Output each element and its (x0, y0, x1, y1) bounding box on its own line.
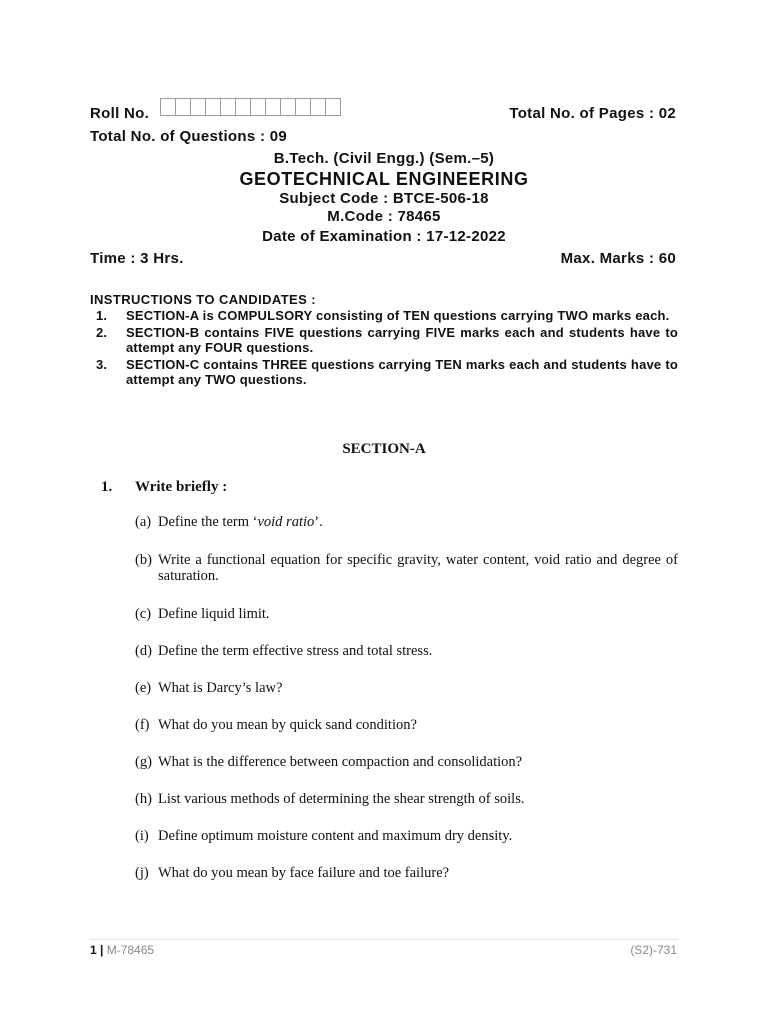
part-text-main: Define the term (158, 514, 253, 530)
part-letter: (d) (135, 643, 152, 659)
section-a-heading: SECTION-A (342, 441, 426, 457)
instruction-number: 3. (96, 356, 108, 372)
part-letter: (e) (135, 680, 152, 696)
part-text-italic: void ratio (257, 514, 315, 530)
question-part (135, 552, 678, 584)
part-text (158, 514, 678, 530)
question-number: 1. (101, 479, 113, 495)
roll-no-digit-box[interactable] (160, 98, 176, 116)
part-text: List various methods of determining the shear strength of soils. (158, 791, 525, 807)
roll-no-digit-box[interactable] (220, 98, 236, 116)
exam-time: Time : 3 Hrs. (90, 250, 184, 267)
question-part (135, 606, 678, 622)
part-text: What do you mean by quick sand condition? (158, 717, 417, 733)
footer-divider (90, 939, 678, 940)
quote-close: ’. (314, 514, 323, 530)
instruction-text: SECTION-B contains FIVE questions carrying FIVE marks each and students have to attempt any FOUR questions. (126, 324, 678, 355)
instruction-number: 1. (96, 308, 108, 323)
question-part (135, 680, 678, 696)
roll-no-digit-box[interactable] (175, 98, 191, 116)
instruction-text: SECTION-C contains THREE questions carrying TEN marks each and students have to attempt any TWO questions. (126, 356, 678, 387)
course-title: B.Tech. (Civil Engg.) (Sem.–5) (273, 150, 495, 167)
exam-date: Date of Examination : 17-12-2022 (262, 228, 506, 245)
part-letter: (f) (135, 717, 150, 733)
footer-ref: (S2)-731 (630, 943, 677, 957)
part-letter: (g) (135, 754, 152, 770)
question-part (135, 865, 678, 881)
part-text: Write a functional equation for specific gravity, water content, void ratio and degree of saturation. (158, 552, 678, 584)
roll-no-digit-box[interactable] (295, 98, 311, 116)
roll-no-digit-box[interactable] (325, 98, 341, 116)
instruction-text: SECTION-A is COMPULSORY consisting of TEN questions carrying TWO marks each. (126, 308, 670, 323)
footer-mcode: M-78465 (106, 943, 155, 957)
roll-no-digit-box[interactable] (250, 98, 266, 116)
question-part (135, 514, 678, 530)
part-letter: (c) (135, 606, 152, 622)
roll-no-digit-box[interactable] (190, 98, 206, 116)
question-title: Write briefly : (135, 479, 228, 495)
roll-no-label: Roll No. (90, 105, 150, 122)
roll-no-boxes[interactable] (160, 98, 340, 116)
m-code: M.Code : 78465 (327, 208, 441, 225)
part-text: Define liquid limit. (158, 606, 270, 622)
footer-separator: | (96, 943, 107, 957)
question-part (135, 754, 678, 770)
part-text: Define optimum moisture content and maximum dry density. (158, 828, 513, 844)
instruction-number: 2. (96, 324, 108, 340)
instructions-list (90, 308, 678, 389)
page-number: 1 (90, 943, 97, 957)
instruction-item (90, 357, 678, 388)
instruction-item (90, 308, 678, 324)
part-text: What is the difference between compaction and consolidation? (158, 754, 523, 770)
part-letter: (j) (135, 865, 149, 881)
question-part (135, 791, 678, 807)
instruction-item (90, 325, 678, 356)
instructions-title: INSTRUCTIONS TO CANDIDATES : (90, 292, 316, 307)
part-letter: (i) (135, 828, 149, 844)
max-marks: Max. Marks : 60 (560, 250, 676, 267)
question-part (135, 717, 678, 733)
part-text: Define the term effective stress and total stress. (158, 643, 433, 659)
part-letter: (b) (135, 552, 152, 568)
part-letter: (a) (135, 514, 152, 530)
part-letter: (h) (135, 791, 152, 807)
roll-no-digit-box[interactable] (280, 98, 296, 116)
quote-open: ‘ (252, 514, 258, 530)
question-part (135, 643, 678, 659)
roll-no-digit-box[interactable] (205, 98, 221, 116)
question-part (135, 828, 678, 844)
footer-page-info (90, 943, 154, 957)
total-pages: Total No. of Pages : 02 (509, 105, 676, 122)
roll-no-digit-box[interactable] (310, 98, 326, 116)
part-text: What is Darcy’s law? (158, 680, 283, 696)
part-text: What do you mean by face failure and toe failure? (158, 865, 450, 881)
subject-code: Subject Code : BTCE-506-18 (279, 190, 489, 207)
total-questions: Total No. of Questions : 09 (90, 128, 287, 145)
roll-no-digit-box[interactable] (265, 98, 281, 116)
roll-no-digit-box[interactable] (235, 98, 251, 116)
subject-title: GEOTECHNICAL ENGINEERING (239, 169, 529, 189)
